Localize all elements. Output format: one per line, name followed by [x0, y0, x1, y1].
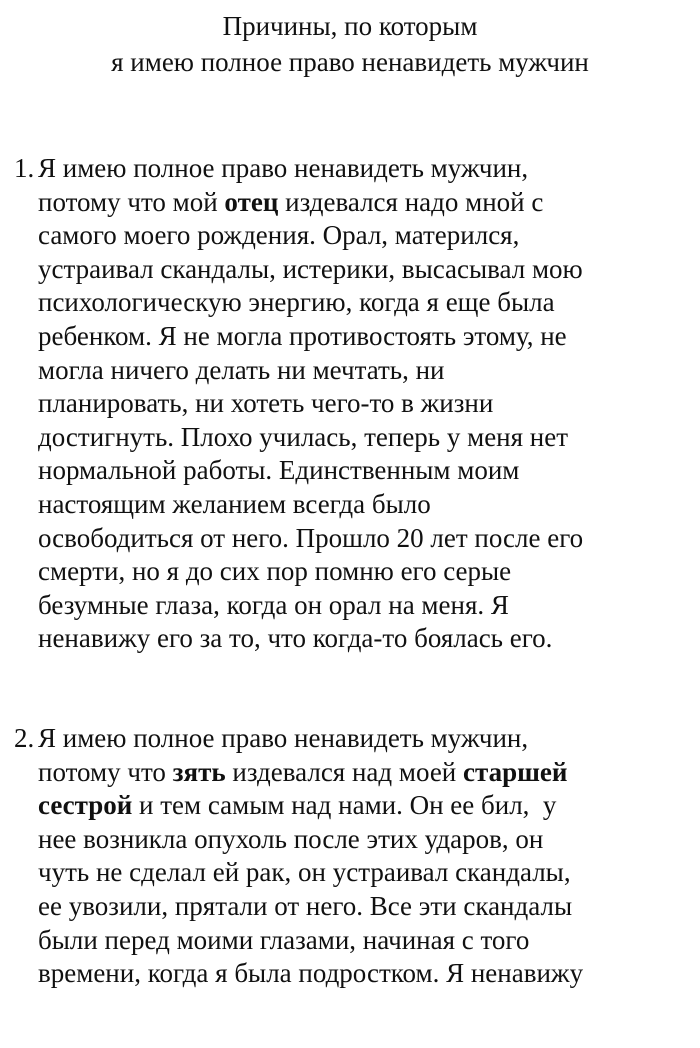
text-line [38, 219, 693, 253]
text-run: безумные глаза, когда он орал на меня. Я [38, 589, 509, 620]
text-line [38, 320, 693, 354]
text-run: психологическую энергию, когда я еще была [38, 287, 555, 318]
text-line [38, 789, 693, 823]
text-run: потому что мой [38, 186, 225, 217]
text-run: Я имею полное право ненавидеть мужчин, [38, 153, 529, 183]
bold-term: отец [224, 186, 279, 217]
reason-number: 2. [14, 723, 35, 753]
text-line [38, 823, 693, 857]
text-run: настоящим желанием всегда было [38, 488, 431, 519]
text-run: чуть не сделал ей рак, он устраивал скандалы, [38, 857, 571, 888]
document-title [0, 8, 700, 80]
bold-term: зять [172, 756, 226, 787]
text-line [38, 186, 693, 220]
reason-text [38, 722, 693, 991]
text-line [38, 152, 693, 186]
reason-number: 1. [14, 153, 35, 183]
text-run: Я имею полное право ненавидеть мужчин, [38, 723, 529, 753]
text-run: нее возникла опухоль после этих ударов, он [38, 823, 544, 854]
text-line [38, 555, 693, 589]
text-run: могла ничего делать ни мечтать, ни [38, 354, 445, 385]
text-line [38, 622, 693, 656]
text-line [38, 589, 693, 623]
text-run: времени, когда я была подростком. Я ненавижу [38, 958, 584, 989]
text-line [38, 856, 693, 890]
text-run: ее увозили, прятали от него. Все эти скандалы [38, 890, 573, 921]
title-line-2: я имею полное право ненавидеть мужчин [111, 47, 589, 77]
reason-text [38, 152, 693, 656]
text-line [38, 957, 693, 991]
text-line [38, 354, 693, 388]
text-run: ненавижу его за то, что когда-то боялась его. [38, 623, 553, 654]
text-run: планировать, ни хотеть чего-то в жизни [38, 388, 494, 419]
text-run: были перед моими глазами, начиная с того [38, 924, 530, 955]
text-run: и тем самым над нами. Он ее бил, у [132, 790, 557, 821]
text-run: освободиться от него. Прошло 20 лет после его [38, 522, 584, 553]
text-line [38, 924, 693, 958]
text-line [38, 722, 693, 756]
text-line [38, 522, 693, 556]
text-run: издевался над моей [225, 756, 463, 787]
text-run: устраивал скандалы, истерики, высасывал мою [38, 253, 583, 284]
text-run: смерти, но я до сих пор помню его серые [38, 556, 512, 587]
text-line [38, 454, 693, 488]
text-run: нормальной работы. Единственным моим [38, 455, 520, 486]
text-line [38, 253, 693, 287]
text-run: потому что [38, 756, 173, 787]
text-run: самого моего рождения. Орал, матерился, [38, 220, 520, 251]
text-line [38, 488, 693, 522]
text-line [38, 286, 693, 320]
bold-term: сестрой [38, 790, 133, 821]
title-line-1: Причины, по которым [222, 11, 478, 41]
text-line [38, 890, 693, 924]
text-run: ребенком. Я не могла противостоять этому, не [38, 320, 567, 351]
text-run: издевался надо мной с [278, 186, 544, 217]
bold-term: старшей [463, 756, 568, 787]
text-line [38, 756, 693, 790]
text-line [38, 387, 693, 421]
text-line [38, 421, 693, 455]
text-run: достигнуть. Плохо училась, теперь у меня нет [38, 421, 569, 452]
